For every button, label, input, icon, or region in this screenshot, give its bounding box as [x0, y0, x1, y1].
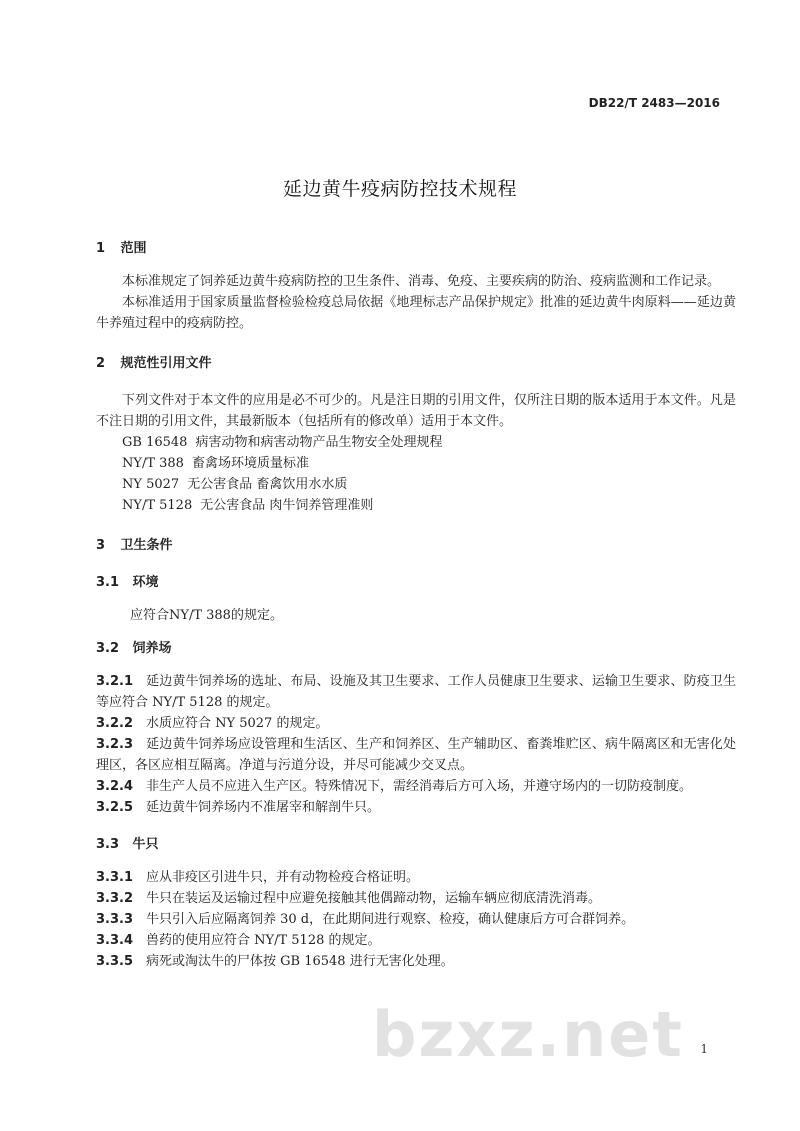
section-3-heading — [96, 535, 736, 556]
clause-text: 牛只在装运及运输过程中应避免接触其他偶蹄动物，运输车辆应彻底清洗消毒。 — [146, 891, 602, 906]
subsection-title: 牛只 — [132, 837, 159, 852]
section-title: 卫生条件 — [120, 538, 173, 553]
subsection-number: 3.1 — [96, 575, 120, 590]
section-1-heading — [96, 238, 736, 259]
clause-item — [96, 951, 736, 972]
section-2-heading — [96, 353, 736, 374]
reference-code: NY 5027 — [122, 477, 180, 492]
section-number: 1 — [96, 241, 106, 256]
clause-number: 3.2.4 — [96, 779, 134, 794]
subsection-title: 环境 — [132, 575, 159, 590]
reference-item — [96, 474, 736, 495]
clause-number: 3.3.2 — [96, 891, 134, 906]
subsection-3-1-heading — [96, 572, 736, 593]
clause-item — [96, 888, 736, 909]
clause-item — [96, 867, 736, 888]
section-number: 2 — [96, 356, 106, 371]
paragraph: 下列文件对于本文件的应用是必不可少的。凡是注日期的引用文件，仅所注日期的版本适用于本文件。凡是不注日期的引用文件，其最新版本（包括所有的修改单）适用于本文件。 — [96, 393, 736, 429]
clause-number: 3.3.1 — [96, 870, 134, 885]
clause-number: 3.2.3 — [96, 737, 134, 752]
clause-item — [96, 909, 736, 930]
section-number: 3 — [96, 538, 106, 553]
subsection-3-3-heading — [96, 834, 736, 855]
watermark: bzxz.net — [372, 998, 684, 1071]
paragraph: 应符合NY/T 388的规定。 — [130, 608, 283, 623]
subsection-3-2-heading — [96, 638, 736, 659]
clause-number: 3.2.2 — [96, 716, 134, 731]
clause-item — [96, 671, 736, 713]
reference-code: GB 16548 — [122, 435, 188, 450]
clause-text: 延边黄牛饲养场应设管理和生活区、生产和饲养区、生产辅助区、畜粪堆贮区、病牛隔离区和无害化处理区，各区应相互隔离。净道与污道分设，并尽可能减少交叉点。 — [96, 737, 736, 773]
clause-item — [96, 713, 736, 734]
clause-text: 延边黄牛饲养场内不准屠宰和解剖牛只。 — [146, 800, 381, 815]
clause-item — [96, 734, 736, 776]
clause-number: 3.3.3 — [96, 912, 134, 927]
clause-item — [96, 797, 736, 818]
reference-code: NY/T 388 — [122, 456, 184, 471]
clause-text: 牛只引入后应隔离饲养 30 d，在此期间进行观察、检疫，确认健康后方可合群饲养。 — [146, 912, 635, 927]
reference-code: NY/T 5128 — [122, 498, 193, 513]
clause-number: 3.3.4 — [96, 933, 134, 948]
reference-title: 无公害食品 畜禽饮用水水质 — [187, 477, 348, 492]
clause-text: 水质应符合 NY 5027 的规定。 — [146, 716, 329, 731]
subsection-title: 饲养场 — [132, 641, 172, 656]
paragraph: 本标准适用于国家质量监督检验检疫总局依据《地理标志产品保护规定》批准的延边黄牛肉原料——延边黄牛养殖过程中的疫病防控。 — [96, 295, 736, 331]
document-body — [96, 238, 736, 972]
clause-number: 3.2.1 — [96, 674, 134, 689]
clause-item — [96, 930, 736, 951]
clause-text: 非生产人员不应进入生产区。特殊情况下，需经消毒后方可入场，并遵守场内的一切防疫制度。 — [146, 779, 693, 794]
reference-item — [96, 495, 736, 516]
page-number: 1 — [700, 1042, 708, 1056]
document-title: 延边黄牛疫病防控技术规程 — [282, 178, 517, 200]
subsection-number: 3.3 — [96, 837, 120, 852]
section-title: 规范性引用文件 — [120, 356, 212, 371]
paragraph: 本标准规定了饲养延边黄牛疫病防控的卫生条件、消毒、免疫、主要疾病的防治、疫病监测和工作记录。 — [122, 274, 721, 289]
reference-title: 畜禽场环境质量标准 — [191, 456, 309, 471]
clause-number: 3.2.5 — [96, 800, 134, 815]
clause-text: 延边黄牛饲养场的选址、布局、设施及其卫生要求、工作人员健康卫生要求、运输卫生要求、防疫卫生等应符合 NY/T 5128 的规定。 — [96, 674, 736, 710]
clause-number: 3.3.5 — [96, 954, 134, 969]
clause-text: 病死或淘汰牛的尸体按 GB 16548 进行无害化处理。 — [146, 954, 454, 969]
reference-title: 病害动物和病害动物产品生物安全处理规程 — [195, 435, 443, 450]
standard-code: DB22/T 2483—2016 — [588, 96, 720, 110]
subsection-number: 3.2 — [96, 641, 120, 656]
clause-item — [96, 776, 736, 797]
reference-item — [96, 432, 736, 453]
clause-text: 应从非疫区引进牛只，并有动物检疫合格证明。 — [146, 870, 420, 885]
clause-text: 兽药的使用应符合 NY/T 5128 的规定。 — [146, 933, 381, 948]
reference-title: 无公害食品 肉牛饲养管理准则 — [200, 498, 374, 513]
section-title: 范围 — [120, 241, 147, 256]
reference-item — [96, 453, 736, 474]
